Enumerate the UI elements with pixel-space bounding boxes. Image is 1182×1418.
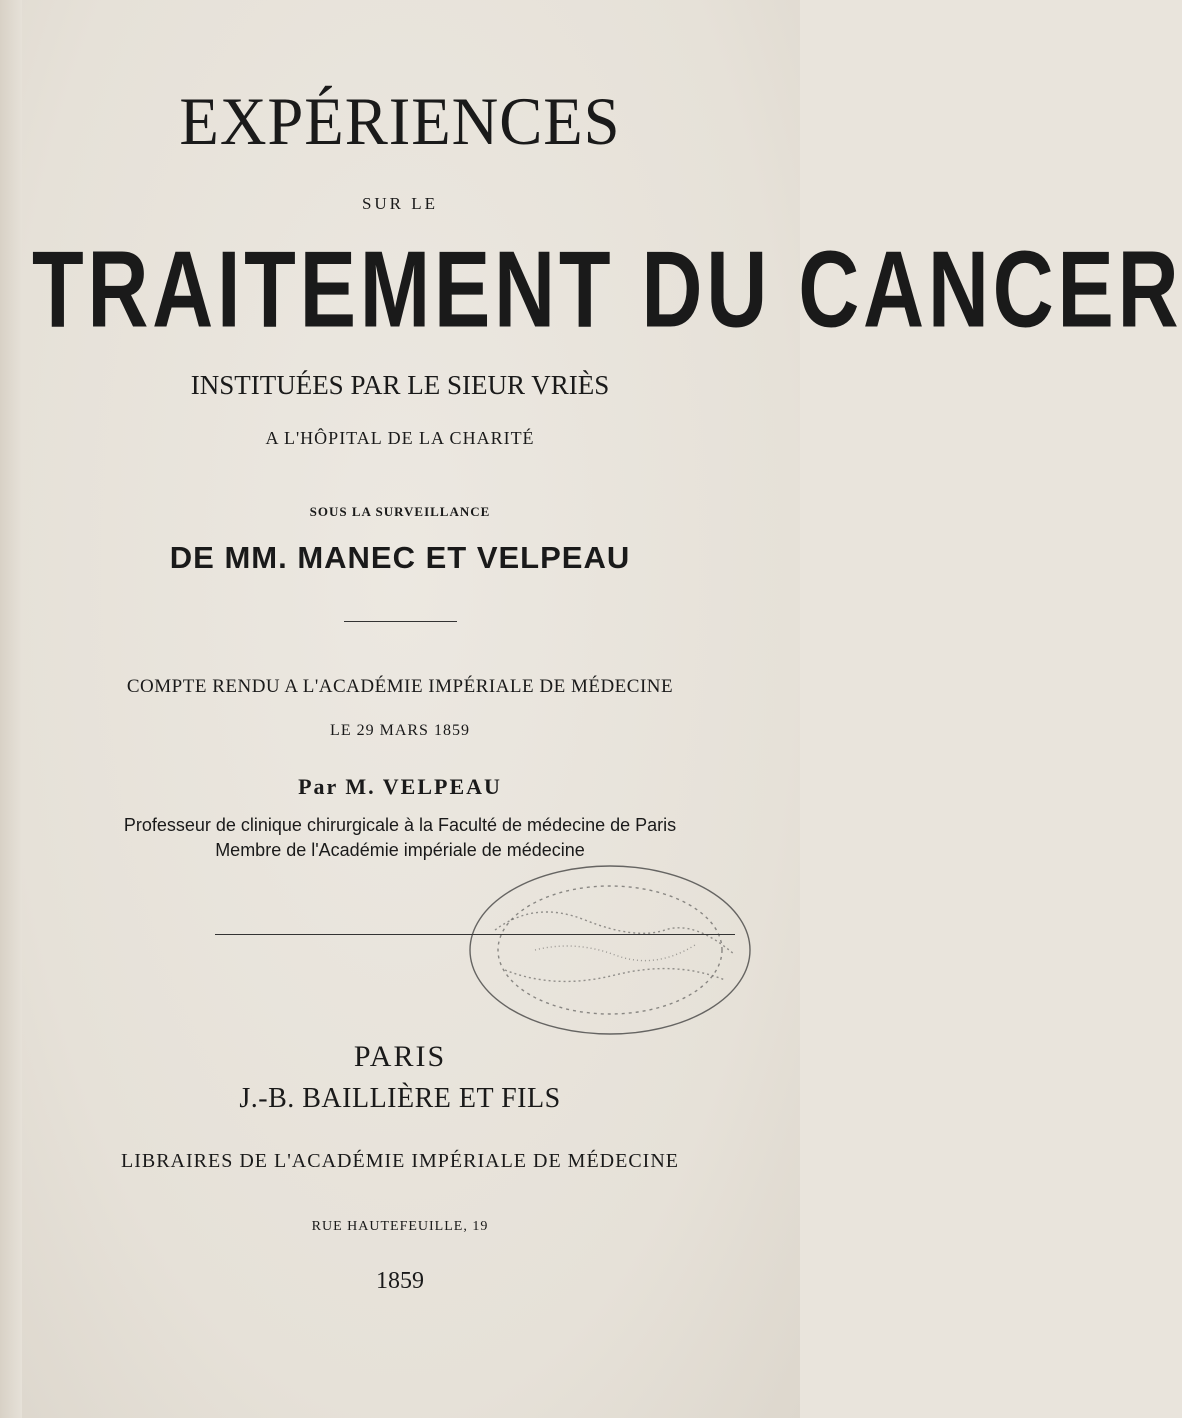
compte-rendu: COMPTE RENDU A L'ACADÉMIE IMPÉRIALE DE MÉDECINE — [126, 676, 674, 697]
report-date: LE 29 MARS 1859 — [330, 722, 470, 739]
title-experiences: EXPÉRIENCES — [179, 83, 621, 159]
subtitle-hopital: A L'HÔPITAL DE LA CHARITÉ — [265, 428, 535, 448]
author-title-member: Membre de l'Académie impériale de médecine — [215, 840, 585, 860]
divider-short — [344, 621, 457, 622]
imprint-publisher-description: LIBRAIRES DE L'ACADÉMIE IMPÉRIALE DE MÉDECINE — [120, 1150, 679, 1172]
imprint-address: RUE HAUTEFEUILLE, 19 — [311, 1219, 489, 1234]
imprint-year: 1859 — [376, 1268, 424, 1294]
subtitle-instituees: INSTITUÉES PAR LE SIEUR VRIÈS — [190, 370, 610, 400]
subtitle-manec-velpeau: DE MM. MANEC ET VELPEAU — [169, 540, 631, 575]
imprint-publisher: J.-B. BAILLIÈRE ET FILS — [239, 1083, 561, 1114]
imprint-city: PARIS — [353, 1040, 447, 1073]
subtitle-surveillance: SOUS LA SURVEILLANCE — [309, 504, 491, 519]
author-name: Par M. VELPEAU — [298, 774, 502, 799]
title-traitement-du-cancer: TRAITEMENT DU CANCER — [32, 229, 1182, 351]
title-sur-le: SUR LE — [361, 194, 439, 213]
library-stamp-icon — [465, 860, 755, 1036]
author-title-professor: Professeur de clinique chirurgicale à la Faculté de médecine de Paris — [123, 815, 677, 835]
